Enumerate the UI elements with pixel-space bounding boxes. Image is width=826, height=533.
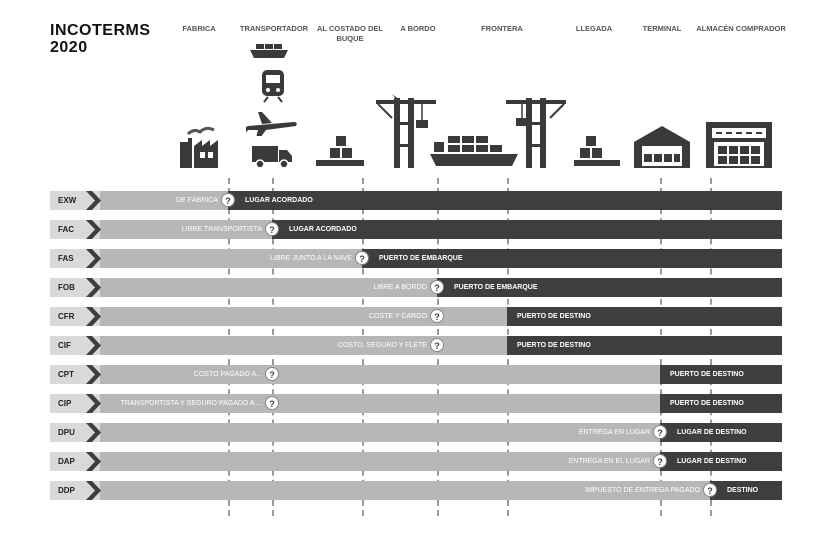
delivery-point-label: LUGAR ACORDADO bbox=[289, 226, 357, 233]
page-title bbox=[50, 22, 151, 56]
chevron-right-icon bbox=[84, 365, 102, 384]
delivery-point-label: PUERTO DE EMBARQUE bbox=[379, 255, 463, 262]
chevron-right-icon bbox=[84, 191, 102, 210]
incoterm-code: CPT bbox=[50, 365, 100, 384]
train-icon bbox=[258, 68, 288, 104]
incoterm-row bbox=[50, 220, 782, 239]
incoterm-code: FAC bbox=[50, 220, 100, 239]
incoterm-code: FAS bbox=[50, 249, 100, 268]
title-line-2: 2020 bbox=[50, 39, 88, 56]
incoterm-code: CIF bbox=[50, 336, 100, 355]
chevron-right-icon bbox=[84, 394, 102, 413]
help-icon[interactable]: ? bbox=[355, 251, 369, 265]
help-icon[interactable]: ? bbox=[265, 367, 279, 381]
col-header-almacen: ALMACÉN COMPRADOR bbox=[696, 24, 786, 33]
incoterm-code: CIP bbox=[50, 394, 100, 413]
seller-segment bbox=[100, 336, 507, 355]
incoterm-row bbox=[50, 249, 782, 268]
seller-obligation-label: IMPUESTO DE ENTREGA PAGADO bbox=[585, 487, 700, 494]
incoterm-row bbox=[50, 481, 782, 500]
incoterm-code: DAP bbox=[50, 452, 100, 471]
chevron-right-icon bbox=[84, 452, 102, 471]
buyer-warehouse-icon bbox=[704, 120, 774, 170]
help-icon[interactable]: ? bbox=[265, 222, 279, 236]
incoterm-code: DDP bbox=[50, 481, 100, 500]
seller-obligation-label: LIBRE TRANSPORTISTA bbox=[181, 226, 262, 233]
warehouse-icon bbox=[632, 124, 692, 170]
seller-obligation-label: COSTO, SEGURO Y FLETE bbox=[337, 342, 427, 349]
seller-obligation-label: LIBRE JUNTO A LA NAVE bbox=[270, 255, 352, 262]
chevron-right-icon bbox=[84, 423, 102, 442]
incoterm-code: DPU bbox=[50, 423, 100, 442]
help-icon[interactable]: ? bbox=[430, 309, 444, 323]
pallet-icon bbox=[314, 134, 366, 170]
chevron-right-icon bbox=[84, 278, 102, 297]
incoterm-row bbox=[50, 452, 782, 471]
seller-obligation-label: ENTREGA EN EL LUGAR bbox=[568, 458, 650, 465]
col-header-fabrica: FABRICA bbox=[182, 24, 216, 33]
delivery-point-label: PUERTO DE DESTINO bbox=[670, 400, 744, 407]
seller-segment bbox=[100, 365, 660, 384]
delivery-point-label: LUGAR ACORDADO bbox=[245, 197, 313, 204]
delivery-point-label: PUERTO DE DESTINO bbox=[517, 313, 591, 320]
seller-obligation-label: LIBRE A BORDO bbox=[373, 284, 427, 291]
incoterm-row bbox=[50, 307, 782, 326]
ship-icon bbox=[248, 42, 290, 60]
help-icon[interactable]: ? bbox=[265, 396, 279, 410]
help-icon[interactable]: ? bbox=[703, 483, 717, 497]
delivery-point-label: PUERTO DE EMBARQUE bbox=[454, 284, 538, 291]
pallet-icon-2 bbox=[572, 134, 624, 170]
col-header-terminal: TERMINAL bbox=[642, 24, 682, 33]
delivery-point-label: LUGAR DE DESTINO bbox=[677, 429, 747, 436]
seller-obligation-label: TRANSPORTISTA Y SEGURO PAGADO A ... bbox=[120, 400, 262, 407]
delivery-point-label: DESTINO bbox=[727, 487, 759, 494]
seller-obligation-label: COSTE Y CARGO bbox=[368, 313, 427, 320]
incoterm-row bbox=[50, 336, 782, 355]
delivery-point-label: PUERTO DE DESTINO bbox=[670, 371, 744, 378]
col-header-bordo: A BORDO bbox=[400, 24, 436, 33]
crane-icon-2 bbox=[504, 92, 570, 170]
help-icon[interactable]: ? bbox=[430, 280, 444, 294]
help-icon[interactable]: ? bbox=[653, 454, 667, 468]
seller-obligation-label: ENTREGA EN LUGAR bbox=[578, 429, 650, 436]
chevron-right-icon bbox=[84, 220, 102, 239]
incoterm-code: EXW bbox=[50, 191, 100, 210]
incoterm-code: FOB bbox=[50, 278, 100, 297]
col-header-costado: AL COSTADO DEL BUQUE bbox=[317, 24, 383, 43]
seller-segment bbox=[100, 423, 660, 442]
chevron-right-icon bbox=[84, 481, 102, 500]
factory-icon bbox=[178, 120, 230, 170]
help-icon[interactable]: ? bbox=[653, 425, 667, 439]
seller-segment bbox=[100, 307, 507, 326]
chevron-right-icon bbox=[84, 249, 102, 268]
help-icon[interactable]: ? bbox=[430, 338, 444, 352]
help-icon[interactable]: ? bbox=[221, 193, 235, 207]
plane-icon bbox=[246, 110, 298, 136]
col-header-llegada: LLEGADA bbox=[575, 24, 613, 33]
incoterm-row bbox=[50, 191, 782, 210]
incoterm-row bbox=[50, 423, 782, 442]
chevron-right-icon bbox=[84, 336, 102, 355]
delivery-point-label: PUERTO DE DESTINO bbox=[517, 342, 591, 349]
incoterm-row bbox=[50, 278, 782, 297]
incoterm-code: CFR bbox=[50, 307, 100, 326]
delivery-point-label: LUGAR DE DESTINO bbox=[677, 458, 747, 465]
col-header-frontera: FRONTERA bbox=[481, 24, 523, 33]
incoterm-row bbox=[50, 394, 782, 413]
seller-obligation-label: DE FÁBRICA bbox=[175, 197, 218, 204]
incoterm-row bbox=[50, 365, 782, 384]
col-header-transportador: TRANSPORTADOR bbox=[239, 24, 309, 33]
chevron-right-icon bbox=[84, 307, 102, 326]
title-line-1: INCOTERMS bbox=[50, 22, 151, 39]
truck-icon bbox=[250, 142, 294, 170]
seller-obligation-label: COSTO PAGADO A... bbox=[193, 371, 262, 378]
